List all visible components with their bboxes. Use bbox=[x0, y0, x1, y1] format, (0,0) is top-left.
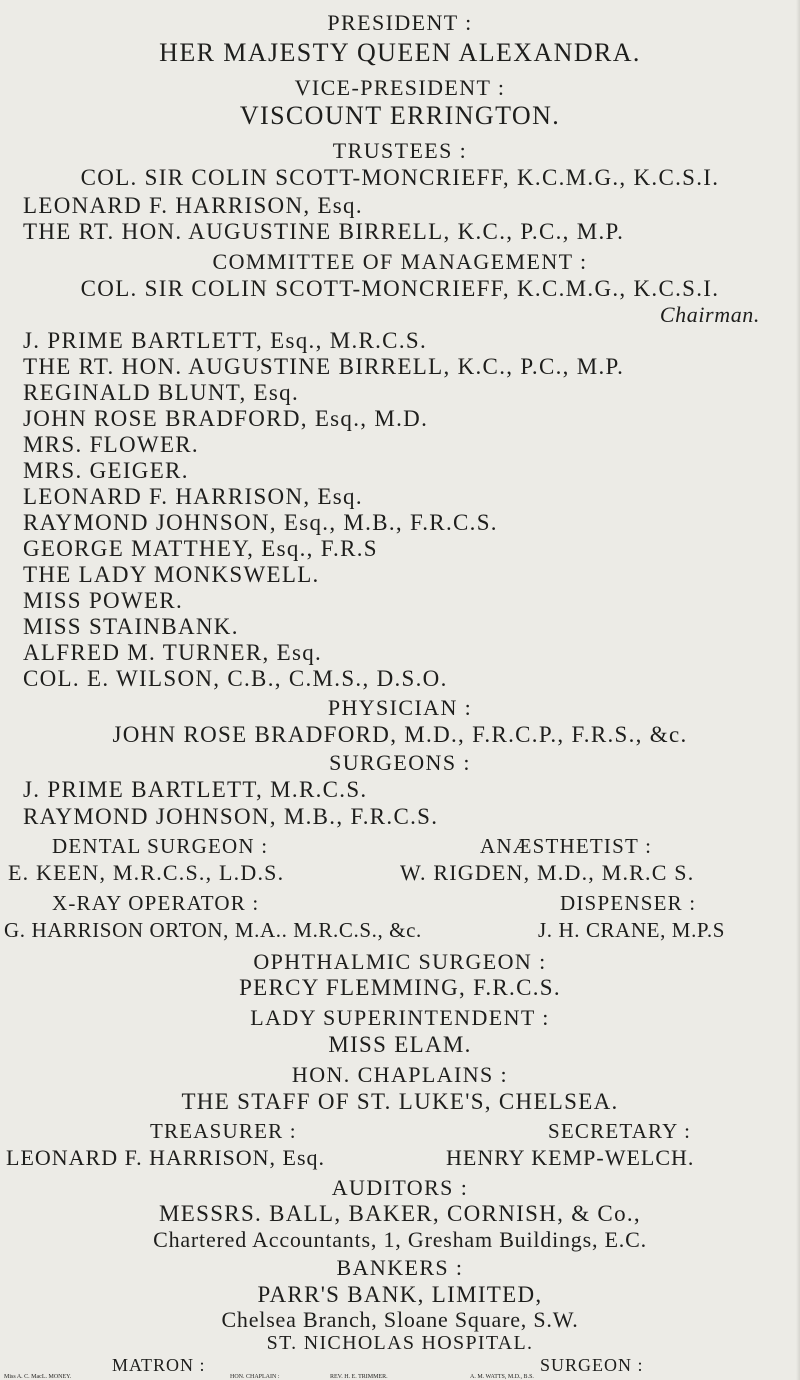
st-nicholas-surgeon-name: A. M. WATTS, M.D., B.S. bbox=[470, 1374, 534, 1380]
committee-member: COL. E. WILSON, C.B., C.M.S., D.S.O. bbox=[23, 666, 448, 691]
bankers-name: PARR'S BANK, LIMITED, bbox=[257, 1282, 543, 1307]
vice-president-heading: VICE-PRESIDENT : bbox=[294, 75, 506, 100]
committee-member: MRS. GEIGER. bbox=[23, 458, 189, 483]
dental-surgeon-name: E. KEEN, M.R.C.S., L.D.S. bbox=[8, 860, 285, 885]
chaplains-heading: HON. CHAPLAINS : bbox=[291, 1062, 509, 1087]
xray-operator-name: G. HARRISON ORTON, M.A.. M.R.C.S., &c. bbox=[4, 918, 422, 942]
president-heading: PRESIDENT : bbox=[327, 10, 473, 35]
president-name: HER MAJESTY QUEEN ALEXANDRA. bbox=[159, 38, 641, 67]
treasurer-name: LEONARD F. HARRISON, Esq. bbox=[6, 1145, 326, 1170]
xray-operator-heading: X-RAY OPERATOR : bbox=[52, 891, 260, 915]
treasurer-heading: TREASURER : bbox=[150, 1119, 297, 1143]
ophthalmic-name: PERCY FLEMMING, F.R.C.S. bbox=[239, 975, 561, 1000]
surgeon-name: RAYMOND JOHNSON, M.B., F.R.C.S. bbox=[23, 804, 439, 829]
st-nicholas-surgeon-heading: SURGEON : bbox=[540, 1355, 644, 1375]
trustee-name: COL. SIR COLIN SCOTT-MONCRIEFF, K.C.M.G., K.C.S.I. bbox=[80, 165, 720, 190]
committee-heading: COMMITTEE OF MANAGEMENT : bbox=[212, 249, 588, 274]
matron-heading: MATRON : bbox=[112, 1355, 206, 1375]
chaplains-name: THE STAFF OF ST. LUKE'S, CHELSEA. bbox=[181, 1089, 619, 1114]
committee-member: MRS. FLOWER. bbox=[23, 432, 199, 457]
committee-member: THE RT. HON. AUGUSTINE BIRRELL, K.C., P.C., M.P. bbox=[23, 354, 625, 379]
bankers-heading: BANKERS : bbox=[336, 1255, 464, 1280]
hon-chaplain-heading: HON. CHAPLAIN : bbox=[230, 1374, 280, 1380]
lady-superintendent-heading: LADY SUPERINTENDENT : bbox=[250, 1005, 550, 1030]
auditors-address: Chartered Accountants, 1, Gresham Buildings, E.C. bbox=[153, 1227, 647, 1252]
committee-chair-role: Chairman. bbox=[659, 302, 760, 327]
physician-heading: PHYSICIAN : bbox=[327, 695, 473, 720]
auditors-heading: AUDITORS : bbox=[331, 1175, 469, 1200]
bankers-branch: Chelsea Branch, Sloane Square, S.W. bbox=[221, 1307, 579, 1332]
committee-member: RAYMOND JOHNSON, Esq., M.B., F.R.C.S. bbox=[23, 510, 498, 535]
committee-member: J. PRIME BARTLETT, Esq., M.R.C.S. bbox=[23, 328, 428, 353]
committee-member: GEORGE MATTHEY, Esq., F.R.S bbox=[23, 536, 378, 561]
lady-superintendent-name: MISS ELAM. bbox=[328, 1032, 472, 1057]
dental-surgeon-heading: DENTAL SURGEON : bbox=[52, 834, 269, 858]
committee-member: MISS STAINBANK. bbox=[23, 614, 239, 639]
auditors-firm: MESSRS. BALL, BAKER, CORNISH, & Co., bbox=[159, 1201, 641, 1226]
secretary-name: HENRY KEMP-WELCH. bbox=[446, 1145, 695, 1170]
committee-member: MISS POWER. bbox=[23, 588, 183, 613]
committee-member: LEONARD F. HARRISON, Esq. bbox=[23, 484, 363, 509]
dental-anaesthetist-names bbox=[0, 862, 800, 892]
committee-member: REGINALD BLUNT, Esq. bbox=[23, 380, 299, 405]
committee-member: THE LADY MONKSWELL. bbox=[23, 562, 320, 587]
surgeons-heading: SURGEONS : bbox=[329, 750, 471, 775]
matron-name: Miss A. C. MacL. MONEY. bbox=[4, 1374, 72, 1380]
hon-chaplain-name: REV. H. E. TRIMMER. bbox=[330, 1374, 388, 1380]
surgeon-name: J. PRIME BARTLETT, M.R.C.S. bbox=[23, 777, 368, 802]
trustee-name: LEONARD F. HARRISON, Esq. bbox=[23, 193, 363, 218]
dispenser-name: J. H. CRANE, M.P.S bbox=[538, 918, 726, 942]
committee-chair-name: COL. SIR COLIN SCOTT-MONCRIEFF, K.C.M.G., K.C.S.I. bbox=[80, 276, 720, 301]
treasurer-secretary-names bbox=[0, 1147, 800, 1177]
anaesthetist-name: W. RIGDEN, M.D., M.R.C S. bbox=[400, 860, 695, 885]
vice-president-name: VISCOUNT ERRINGTON. bbox=[239, 101, 561, 130]
trustees-heading: TRUSTEES : bbox=[332, 138, 468, 163]
dispenser-heading: DISPENSER : bbox=[560, 891, 697, 915]
anaesthetist-heading: ANÆSTHETIST : bbox=[480, 834, 653, 858]
ophthalmic-heading: OPHTHALMIC SURGEON : bbox=[253, 949, 547, 974]
page-edge-shadow bbox=[796, 0, 800, 1380]
trustee-name: THE RT. HON. AUGUSTINE BIRRELL, K.C., P.C., M.P. bbox=[23, 219, 625, 244]
committee-member: ALFRED M. TURNER, Esq. bbox=[23, 640, 323, 665]
st-nicholas-title: ST. NICHOLAS HOSPITAL. bbox=[266, 1332, 534, 1354]
secretary-heading: SECRETARY : bbox=[548, 1119, 692, 1143]
st-nicholas-names bbox=[0, 1374, 800, 1380]
physician-name: JOHN ROSE BRADFORD, M.D., F.R.C.P., F.R.S., &c. bbox=[112, 722, 688, 747]
xray-dispenser-names bbox=[0, 920, 800, 950]
committee-member: JOHN ROSE BRADFORD, Esq., M.D. bbox=[23, 406, 429, 431]
